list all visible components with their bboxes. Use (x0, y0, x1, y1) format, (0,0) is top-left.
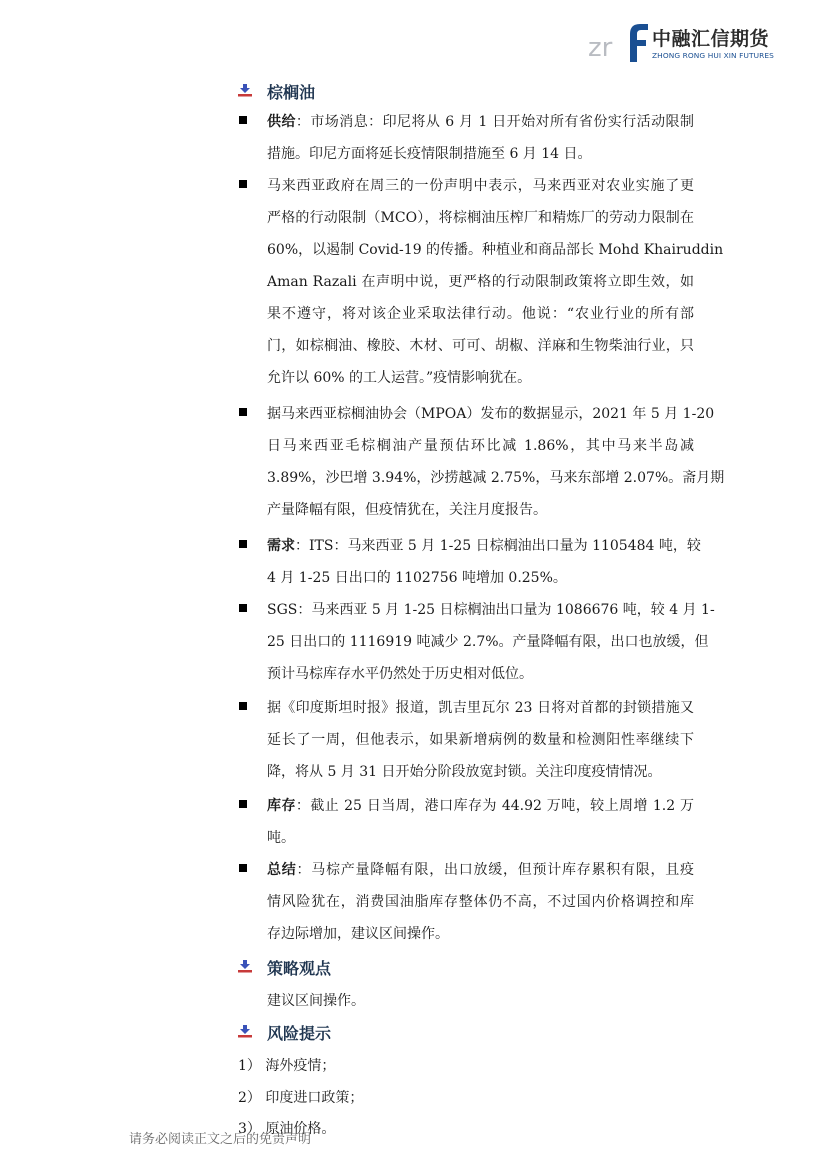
square-bullet-icon (239, 116, 247, 124)
bullet-line: 据《印度斯坦时报》报道，凯吉里瓦尔 23 日将对首都的封锁措施又 (267, 700, 694, 716)
bullet-line: 措施。印尼方面将延长疫情限制措施至 6 月 14 日。 (267, 146, 592, 162)
bullet-line: 25 日出口的 1116919 吨减少 2.7%。产量降幅有限，出口也放缓，但 (267, 634, 709, 650)
bullet-line: SGS：马来西亚 5 月 1-25 日棕榈油出口量为 1086676 吨，较 4 月 1- (267, 602, 715, 618)
square-bullet-icon (239, 540, 247, 548)
square-bullet-icon (239, 180, 247, 188)
bullet-line: 3.89%，沙巴增 3.94%，沙捞越减 2.75%，马来东部增 2.07%。斋月期 (267, 470, 725, 486)
footer-disclaimer: 请务必阅读正文之后的免责声明 (129, 1132, 312, 1147)
risk-item: 2） 印度进口政策； (238, 1090, 364, 1106)
arrow-bullet-icon (238, 84, 252, 98)
bullet-line: 吨。 (267, 830, 295, 846)
bullet-line: 日马来西亚毛棕榈油产量预估环比减 1.86%，其中马来半岛减 (267, 438, 694, 454)
bullet-label: 需求 (267, 538, 295, 554)
logo-english-name: ZHONG RONG HUI XIN FUTURES (652, 51, 774, 60)
bullet-line: 情风险犹在，消费国油脂库存整体仍不高，不过国内价格调控和库 (267, 894, 694, 910)
square-bullet-icon (239, 604, 247, 612)
bullet-line: ：市场消息：印尼将从 6 月 1 日开始对所有省份实行活动限制 (295, 114, 695, 130)
bullet-line: 60%，以遏制 Covid-19 的传播。种植业和商品部长 Mohd Khairuddin (267, 242, 724, 258)
bullet-line: 延长了一周，但他表示，如果新增病例的数量和检测阳性率继续下 (267, 732, 694, 748)
bullet-line: 降，将从 5 月 31 日开始分阶段放宽封锁。关注印度疫情情况。 (267, 764, 662, 780)
section-title: 风险提示 (267, 1024, 332, 1043)
zrf-logo-icon (588, 22, 650, 62)
bullet-line: 产量降幅有限，但疫情犹在，关注月度报告。 (267, 502, 547, 518)
section-title: 策略观点 (267, 959, 332, 978)
square-bullet-icon (239, 800, 247, 808)
bullet-line: 果不遵守，将对该企业采取法律行动。他说：“农业行业的所有部 (267, 306, 694, 322)
risk-item: 1） 海外疫情； (238, 1058, 336, 1074)
bullet-line: 存边际增加，建议区间操作。 (267, 926, 449, 942)
bullet-line: ：马棕产量降幅有限，出口放缓，但预计库存累积有限，且疫 (296, 862, 694, 878)
logo-chinese-name: 中融汇信期货 (652, 28, 770, 50)
section-title: 棕榈油 (267, 83, 316, 102)
bullet-line: 严格的行动限制（MCO），将棕榈油压榨厂和精炼厂的劳动力限制在 (267, 210, 694, 226)
bullet-line: 门，如棕榈油、橡胶、木材、可可、胡椒、洋麻和生物柴油行业，只 (267, 338, 694, 354)
bullet-line: 马来西亚政府在周三的一份声明中表示，马来西亚对农业实施了更 (267, 178, 694, 194)
strategy-text: 建议区间操作。 (267, 993, 365, 1009)
bullet-label: 库存 (267, 798, 296, 814)
arrow-bullet-icon (238, 1025, 252, 1039)
square-bullet-icon (239, 702, 247, 710)
company-logo (588, 18, 788, 64)
risk-item: 3） 原油价格。 (238, 1121, 336, 1137)
bullet-line: 允许以 60% 的工人运营。”疫情影响犹在。 (267, 370, 532, 386)
bullet-line: Aman Razali 在声明中说，更严格的行动限制政策将立即生效，如 (267, 274, 694, 290)
bullet-line: ：截止 25 日当周，港口库存为 44.92 万吨，较上周增 1.2 万 (295, 798, 695, 814)
square-bullet-icon (239, 864, 247, 872)
arrow-bullet-icon (238, 960, 252, 974)
svg-text:zr: zr (588, 33, 613, 63)
bullet-line: 预计马棕库存水平仍然处于历史相对低位。 (267, 666, 533, 682)
square-bullet-icon (239, 408, 247, 416)
bullet-line: ：ITS：马来西亚 5 月 1-25 日棕榈油出口量为 1105484 吨，较 (295, 538, 701, 554)
bullet-label: 供给 (267, 114, 296, 130)
bullet-label: 总结 (267, 862, 297, 878)
bullet-line: 据马来西亚棕榈油协会（MPOA）发布的数据显示，2021 年 5 月 1-20 (267, 406, 715, 422)
bullet-line: 4 月 1-25 日出口的 1102756 吨增加 0.25%。 (267, 570, 567, 586)
